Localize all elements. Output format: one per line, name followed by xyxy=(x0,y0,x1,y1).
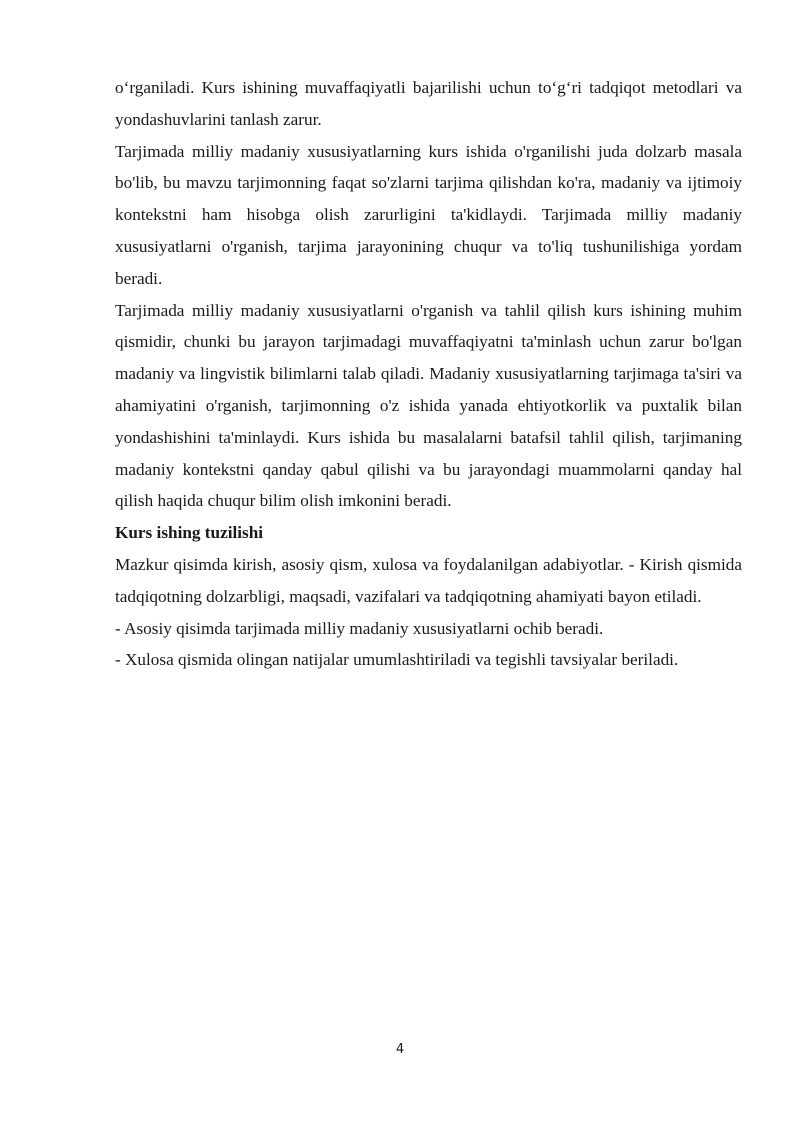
paragraph-analysis: Tarjimada milliy madaniy xususiyatlarni o'rganish va tahlil qilish kurs ishining muhim qismidir, chunki bu jarayon tarjimadagi muvaffaqiyatni ta'minlash uchun zarur bo'lgan madaniy va lingvistik bilimlarni talab qiladi. Madaniy xususiyatlarning tarjimaga ta'siri va ahamiyatini o'rganish, tarjimonning o'z ishida yanada ehtiyotkorlik va puxtalik bilan yondashishini ta'minlaydi. Kurs ishida bu masalalarni batafsil tahlil qilish, tarjimaning madaniy kontekstni qanday qabul qilishi va bu jarayondagi muammolarni qanday hal qilish haqida chuqur bilim olish imkonini beradi. xyxy=(115,300,742,511)
paragraph-relevance: Tarjimada milliy madaniy xususiyatlarning kurs ishida o'rganilishi juda dolzarb masala bo'lib, bu mavzu tarjimonning faqat so'zlarni tarjima qilishdan ko'ra, madaniy va ijtimoiy kontekstni ham hisobga olish zarurligini ta'kidlaydi. Tarjimada milliy madaniy xususiyatlarni o'rganish, tarjima jarayonining chuqur va to'liq tushunilishiga yordam beradi. xyxy=(115,141,742,288)
paragraph-structure: Mazkur qisimda kirish, asosiy qism, xulosa va foydalanilgan adabiyotlar. - Kirish qismida tadqiqotning dolzarbligi, maqsadi, vazifalari va tadqiqotning ahamiyati bayon etiladi. xyxy=(115,554,742,606)
page-number: 4 xyxy=(395,1042,405,1057)
list-item-conclusion: - Xulosa qismida olingan natijalar umumlashtiriladi va tegishli tavsiyalar beriladi. xyxy=(115,650,679,670)
document-page xyxy=(115,72,742,676)
list-item-main-part: - Asosiy qisimda tarjimada milliy madaniy xususiyatlarni ochib beradi. xyxy=(115,618,604,638)
paragraph-methods: o‘rganiladi. Kurs ishining muvaffaqiyatli bajarilishi uchun to‘g‘ri tadqiqot metodlari va yondashuvlarini tanlash zarur. xyxy=(115,78,742,129)
section-heading: Kurs ishing tuzilishi xyxy=(115,523,264,543)
